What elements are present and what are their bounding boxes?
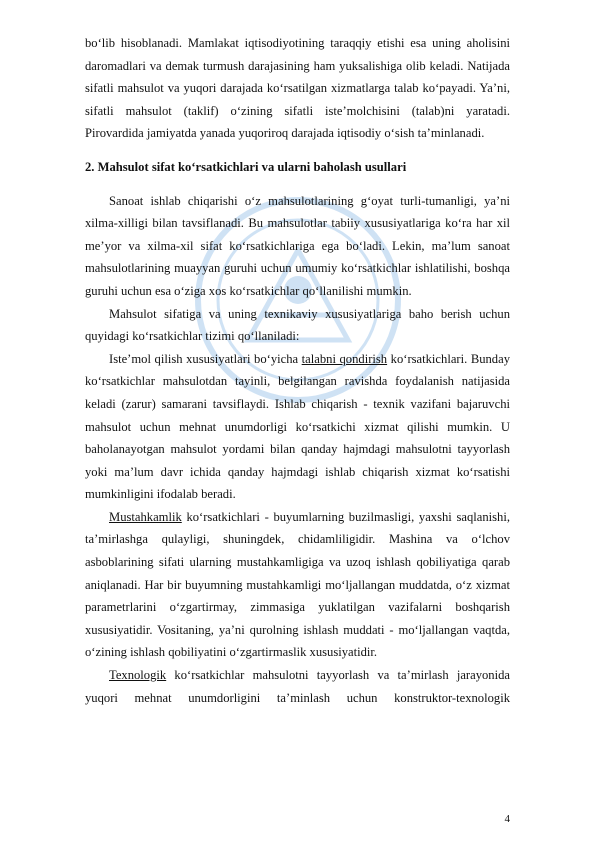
paragraph-durability — [85, 506, 510, 664]
page-number: 4 — [504, 813, 510, 825]
text-segment: ko‘rsatkichlari. Bunday ko‘rsatkichlar mahsulotdan tayinli, belgilangan ravishda foydalanish natijasida keladi (zarur) samarani tavsiflaydi. Ishlab chiqarish - texnik vazifani bajaruvchi mahsulot uchun mehnat unumdorligi ko‘rsatkichi xizmat qilishi mumkin. U baholanayotgan mahsulot yordami bilan qanday hajmdagi mahsulotni tayyorlash yoki ma’lum davr ichida qanday hajmdagi ishlab chiqarish xizmat ko‘rsatishi mumkinligini ifodalab beradi. — [85, 351, 510, 502]
paragraph-quality-assessment: Mahsulot sifatiga va uning texnikaviy xususiyatlariga baho berish uchun quyidagi ko‘rsatkichlar tizimi qo‘llaniladi: — [85, 306, 510, 344]
text-segment: Iste’mol qilish xususiyatlari bo‘yicha — [109, 351, 302, 366]
paragraph-industrial-production: Sanoat ishlab chiqarishi o‘z mahsulotlarining g‘oyat turli-tumanligi, ya’ni xilma-xilligi bilan tavsiflanadi. Bu mahsulotlar tabiiy xususiyatlariga ko‘ra har xil me’yor va xilma-xil sifat ko‘rsatkichlariga ega bo‘ladi. Lekin, ma’lum sanoat mahsulotlarining muayyan guruhi uchun umumiy ko‘rsatkichlar ishlatilishi, boshqa guruhi uchun esa o‘ziga xos ko‘rsatkichlar qo‘llanilishi mumkin. — [85, 193, 510, 298]
paragraph-technological — [85, 664, 510, 709]
text-segment: ko‘rsatkichlar mahsulotni tayyorlash va ta’mirlash jarayonida yuqori mehnat unumdorligini ta’minlash uchun konstruktor-texnologik — [85, 668, 510, 705]
body-text — [85, 32, 510, 709]
underlined-term-demand: talabni qondirish — [301, 351, 388, 366]
underlined-term-durability: Mustahkamlik — [109, 509, 182, 524]
underlined-term-technological: Texnologik — [109, 668, 167, 683]
paragraph-consumption-properties — [85, 348, 510, 506]
paragraph-intro: bo‘lib hisoblanadi. Mamlakat iqtisodiyotining taraqqiy etishi esa uning aholisini daromadlari va demak turmush darajasining ham yuksalishiga olib keladi. Natijada sifatli mahsulot va yuqori darajada ko‘rsatilgan xizmatlarga talab ko‘payadi. Ya’ni, sifatli mahsulot (taklif) o‘zining sifatli iste’molchisini (talab)ni yaratadi. Pirovardida jamiyatda yanada yuqoriroq darajada iqtisodiy o‘sish ta’minlanadi. — [85, 36, 510, 141]
section-heading: 2. Mahsulot sifat ko‘rsatkichlari va ularni baholash usullari — [85, 159, 407, 174]
text-segment: ko‘rsatkichlari - buyumlarning buzilmasligi, yaxshi saqlanishi, ta’mirlashga qulayligi, shuningdek, chidamliligidir. Mashina va o‘lchov asboblarining sifati ularning mustahkamligiga va uzoq ishlash qobiliyatiga qarab aniqlanadi. Har bir buyumning mustahkamligi mo‘ljallangan muddatda, o‘z xizmat parametrlarini o‘zgartirmay, zimmasiga yuklatilgan vazifalarni boshqarish xususiyatidir. Vositaning, ya’ni qurolning ishlash muddati - mo‘ljallangan vaqtda, o‘zining ishlash qobiliyatini o‘zgartirmaslik xususiyatidir. — [85, 509, 510, 660]
